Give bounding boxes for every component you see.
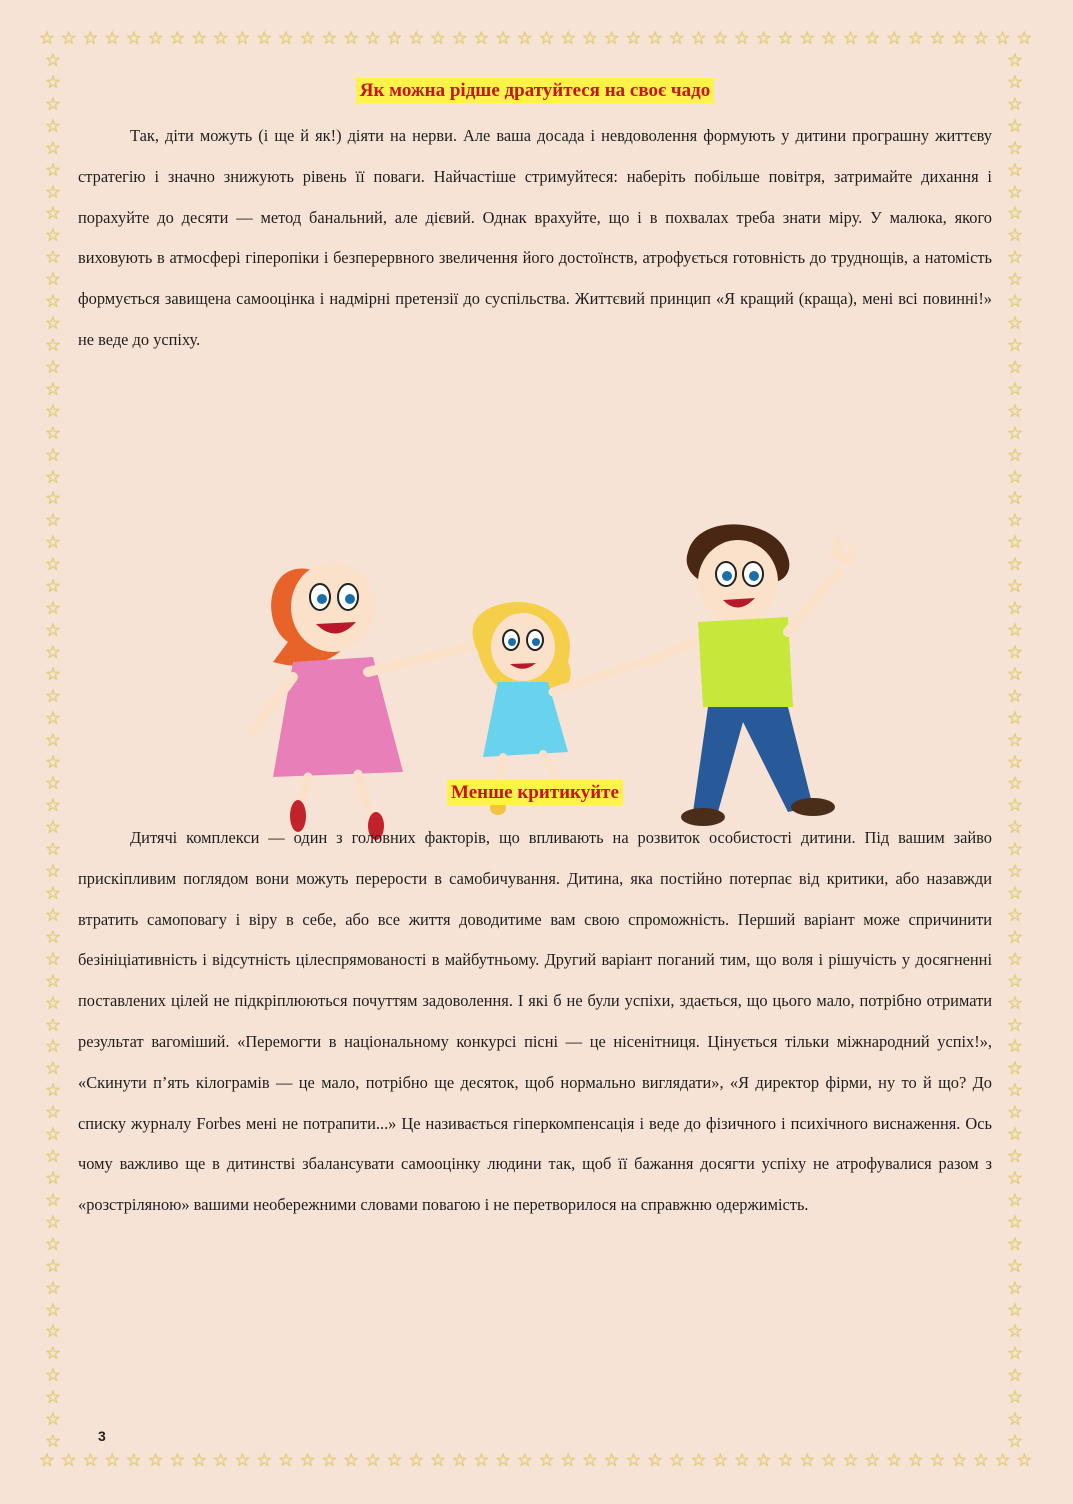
star-icon: ☆ (1006, 1255, 1024, 1277)
star-icon: ☆ (44, 71, 62, 93)
star-icon: ☆ (38, 1450, 56, 1471)
star-icon: ☆ (44, 378, 62, 400)
star-icon: ☆ (429, 1450, 446, 1471)
star-icon: ☆ (755, 1450, 772, 1471)
star-icon: ☆ (44, 1036, 62, 1058)
star-icon: ☆ (44, 904, 62, 926)
star-icon: ☆ (1006, 1189, 1024, 1211)
star-icon: ☆ (212, 28, 229, 49)
star-icon: ☆ (364, 28, 381, 49)
star-icon: ☆ (1006, 532, 1024, 554)
star-icon: ☆ (755, 28, 772, 49)
star-icon: ☆ (44, 313, 62, 335)
star-icon: ☆ (169, 28, 186, 49)
star-icon: ☆ (44, 773, 62, 795)
star-icon: ☆ (44, 1387, 62, 1409)
star-icon: ☆ (603, 28, 620, 49)
star-icon: ☆ (560, 1450, 577, 1471)
star-icon: ☆ (82, 28, 99, 49)
star-icon: ☆ (44, 685, 62, 707)
star-icon: ☆ (951, 28, 968, 49)
star-icon: ☆ (44, 554, 62, 576)
star-icon: ☆ (44, 1189, 62, 1211)
star-icon: ☆ (44, 466, 62, 488)
star-icon: ☆ (321, 28, 338, 49)
star-icon: ☆ (1006, 992, 1024, 1014)
star-icon: ☆ (473, 1450, 490, 1471)
star-icon: ☆ (44, 839, 62, 861)
star-icon: ☆ (44, 619, 62, 641)
star-icon: ☆ (44, 532, 62, 554)
star-icon: ☆ (1006, 1431, 1024, 1453)
star-icon: ☆ (60, 1450, 77, 1471)
star-icon: ☆ (929, 1450, 946, 1471)
star-icon: ☆ (603, 1450, 620, 1471)
star-icon: ☆ (994, 1450, 1011, 1471)
star-icon: ☆ (44, 1124, 62, 1146)
paragraph-criticism: Дитячі комплекси — один з головних факторів, що впливають на розвиток особистості дитини. Під вашим зайво прискіпливим поглядом вони можуть перерости в самобичування. Дитина, яка постійно потерпає від критики, або назавжди втратить самоповагу і віру в себе, або все життя доводитиме вам свою спроможність. Перший варіант може спричинити безініціативність і відсутність цілеспрямованості в майбутньому. Другий варіант поганий тим, що воля і рішучість у досягненні поставлених цілей не підкріплюються почуттям задоволення. І які б не були успіхи, здається, що цього мало, потрібно отримати результат вагоміший. «Перемогти в національному конкурсі пісні — це нісенітниця. Цінується тільки міжнародний успіх!», «Скинути п’ять кілограмів — це мало, потрібно ще десяток, щоб нормально виглядати», «Я директор фірми, ну то й що? До списку журналу Forbes мені не потрапити...» Це називається гіперкомпенсація і веде до фізичного і психічного виснаження. Ось чому важливо ще в дитинстві збалансувати самооцінку людини так, щоб її бажання досягти успіху не атрофувалися разом з «розстріляною» вашими необережними словами повагою і не перетворилося на справжню одержимість. (78, 828, 992, 1215)
star-icon: ☆ (1006, 817, 1024, 839)
section-heading-criticism (78, 782, 992, 804)
star-icon: ☆ (342, 1450, 360, 1471)
star-icon: ☆ (647, 1450, 664, 1471)
star-icon: ☆ (1006, 291, 1024, 313)
star-icon: ☆ (1006, 1387, 1024, 1409)
star-icon: ☆ (1006, 422, 1024, 444)
star-icon: ☆ (125, 28, 142, 49)
star-icon: ☆ (44, 1211, 62, 1233)
star-icon: ☆ (1006, 1211, 1024, 1233)
star-icon: ☆ (125, 1450, 142, 1471)
star-icon: ☆ (1016, 28, 1033, 49)
star-icon: ☆ (1006, 225, 1024, 247)
star-icon: ☆ (777, 1450, 794, 1471)
star-icon: ☆ (777, 28, 794, 49)
star-icon: ☆ (44, 970, 62, 992)
star-icon: ☆ (44, 1431, 62, 1453)
star-icon: ☆ (1006, 751, 1024, 773)
star-icon: ☆ (44, 1146, 62, 1168)
section-heading-irritation (78, 80, 992, 102)
star-icon: ☆ (1016, 1450, 1033, 1471)
star-icon: ☆ (190, 28, 208, 49)
star-icon: ☆ (277, 1450, 294, 1471)
star-icon: ☆ (1006, 1277, 1024, 1299)
star-icon: ☆ (147, 1450, 164, 1471)
star-icon: ☆ (44, 576, 62, 598)
star-icon: ☆ (44, 1277, 62, 1299)
star-icon: ☆ (44, 1102, 62, 1124)
star-icon: ☆ (44, 269, 62, 291)
star-icon: ☆ (44, 926, 62, 948)
star-icon: ☆ (885, 28, 903, 49)
star-icon: ☆ (408, 1450, 425, 1471)
star-border-right (1006, 52, 1028, 1452)
star-icon: ☆ (1006, 488, 1024, 510)
star-icon: ☆ (733, 1450, 751, 1471)
star-icon: ☆ (1006, 71, 1024, 93)
star-icon: ☆ (44, 751, 62, 773)
star-icon: ☆ (1006, 50, 1024, 71)
star-icon: ☆ (147, 28, 164, 49)
star-icon: ☆ (1006, 839, 1024, 861)
star-icon: ☆ (1006, 1014, 1024, 1036)
star-icon: ☆ (1006, 1036, 1024, 1058)
star-icon: ☆ (256, 1450, 273, 1471)
star-border-left (44, 52, 66, 1452)
star-icon: ☆ (44, 883, 62, 905)
star-icon: ☆ (951, 1450, 968, 1471)
star-icon: ☆ (972, 28, 989, 49)
star-icon: ☆ (690, 28, 707, 49)
star-icon: ☆ (299, 28, 316, 49)
star-icon: ☆ (625, 1450, 642, 1471)
star-icon: ☆ (1006, 1321, 1024, 1343)
heading-highlight: Менше критикуйте (447, 780, 623, 805)
star-icon: ☆ (1006, 554, 1024, 576)
star-icon: ☆ (1006, 115, 1024, 137)
star-icon: ☆ (44, 400, 62, 422)
star-icon: ☆ (44, 488, 62, 510)
star-icon: ☆ (44, 1343, 62, 1365)
star-icon: ☆ (473, 28, 490, 49)
star-icon: ☆ (1006, 861, 1024, 883)
star-icon: ☆ (625, 28, 642, 49)
star-icon: ☆ (495, 28, 512, 49)
star-icon: ☆ (864, 28, 881, 49)
star-icon: ☆ (1006, 926, 1024, 948)
star-border-top (38, 30, 1034, 52)
star-icon: ☆ (38, 28, 56, 49)
star-icon: ☆ (44, 948, 62, 970)
star-icon: ☆ (451, 28, 468, 49)
star-icon: ☆ (1006, 729, 1024, 751)
star-icon: ☆ (44, 598, 62, 620)
page-number: 3 (98, 1428, 106, 1444)
father-figure (648, 524, 858, 826)
star-border-bottom (38, 1452, 1034, 1474)
star-icon: ☆ (44, 817, 62, 839)
star-icon: ☆ (1006, 883, 1024, 905)
star-icon: ☆ (44, 1365, 62, 1387)
star-icon: ☆ (60, 28, 77, 49)
star-icon: ☆ (1006, 1365, 1024, 1387)
star-icon: ☆ (1006, 378, 1024, 400)
star-icon: ☆ (44, 291, 62, 313)
star-icon: ☆ (44, 1321, 62, 1343)
star-icon: ☆ (538, 1450, 555, 1471)
star-icon: ☆ (842, 28, 859, 49)
star-icon: ☆ (44, 1058, 62, 1080)
star-icon: ☆ (1006, 948, 1024, 970)
star-icon: ☆ (44, 356, 62, 378)
star-icon: ☆ (712, 28, 729, 49)
star-icon: ☆ (668, 28, 685, 49)
star-icon: ☆ (44, 1255, 62, 1277)
star-icon: ☆ (451, 1450, 468, 1471)
star-icon: ☆ (277, 28, 294, 49)
star-icon: ☆ (44, 1409, 62, 1431)
star-icon: ☆ (733, 28, 751, 49)
star-icon: ☆ (44, 137, 62, 159)
star-icon: ☆ (1006, 1102, 1024, 1124)
star-icon: ☆ (190, 1450, 208, 1471)
star-icon: ☆ (1006, 444, 1024, 466)
star-icon: ☆ (44, 795, 62, 817)
star-icon: ☆ (1006, 1299, 1024, 1321)
star-icon: ☆ (321, 1450, 338, 1471)
star-icon: ☆ (994, 28, 1011, 49)
star-icon: ☆ (1006, 1146, 1024, 1168)
star-icon: ☆ (581, 28, 599, 49)
star-icon: ☆ (364, 1450, 381, 1471)
star-icon: ☆ (538, 28, 555, 49)
star-icon: ☆ (1006, 685, 1024, 707)
star-icon: ☆ (1006, 356, 1024, 378)
star-icon: ☆ (429, 28, 446, 49)
star-icon: ☆ (1006, 334, 1024, 356)
star-icon: ☆ (820, 28, 837, 49)
star-icon: ☆ (929, 28, 946, 49)
star-icon: ☆ (516, 1450, 533, 1471)
star-icon: ☆ (82, 1450, 99, 1471)
star-icon: ☆ (44, 159, 62, 181)
star-icon: ☆ (864, 1450, 881, 1471)
paragraph-irritation: Так, діти можуть (і ще й як!) діяти на нерви. Але ваша досада і невдоволення формують у дитини програшну життєву стратегію і значно знижують рівень її поваги. Найчастіше стримуйтеся: наберіть побільше повітря, затримайте дихання і порахуйте до десяти — метод банальний, але дієвий. Однак врахуйте, що і в похвалах треба знати міру. У малюка, якого виховують в атмосфері гіперопіки і безперервного звеличення його достоїнств, атрофується готовність до труднощів, а натомість формується завищена самооцінка і надмірні претензії до суспільства. Життєвий принцип «Я кращий (краща), мені всі повинні!» не веде до успіху. (78, 126, 992, 349)
star-icon: ☆ (44, 247, 62, 269)
star-icon: ☆ (1006, 576, 1024, 598)
star-icon: ☆ (44, 225, 62, 247)
star-icon: ☆ (44, 1233, 62, 1255)
star-icon: ☆ (1006, 1409, 1024, 1431)
star-icon: ☆ (44, 203, 62, 225)
star-icon: ☆ (1006, 247, 1024, 269)
star-icon: ☆ (1006, 466, 1024, 488)
star-icon: ☆ (1006, 93, 1024, 115)
star-icon: ☆ (44, 181, 62, 203)
star-icon: ☆ (907, 1450, 924, 1471)
star-icon: ☆ (386, 1450, 403, 1471)
star-icon: ☆ (1006, 598, 1024, 620)
star-icon: ☆ (234, 28, 251, 49)
star-icon: ☆ (44, 510, 62, 532)
star-icon: ☆ (690, 1450, 707, 1471)
star-icon: ☆ (799, 28, 816, 49)
star-icon: ☆ (1006, 1124, 1024, 1146)
star-icon: ☆ (104, 28, 121, 49)
star-icon: ☆ (169, 1450, 186, 1471)
star-icon: ☆ (885, 1450, 903, 1471)
star-icon: ☆ (44, 641, 62, 663)
star-icon: ☆ (495, 1450, 512, 1471)
star-icon: ☆ (256, 28, 273, 49)
star-icon: ☆ (1006, 203, 1024, 225)
star-icon: ☆ (44, 422, 62, 444)
star-icon: ☆ (1006, 1058, 1024, 1080)
star-icon: ☆ (342, 28, 360, 49)
star-icon: ☆ (44, 1299, 62, 1321)
star-icon: ☆ (1006, 400, 1024, 422)
star-icon: ☆ (972, 1450, 989, 1471)
star-icon: ☆ (842, 1450, 859, 1471)
star-icon: ☆ (712, 1450, 729, 1471)
star-icon: ☆ (1006, 313, 1024, 335)
star-icon: ☆ (1006, 1168, 1024, 1190)
star-icon: ☆ (408, 28, 425, 49)
star-icon: ☆ (104, 1450, 121, 1471)
star-icon: ☆ (44, 1168, 62, 1190)
star-icon: ☆ (44, 50, 62, 71)
star-icon: ☆ (299, 1450, 316, 1471)
star-icon: ☆ (44, 663, 62, 685)
star-icon: ☆ (1006, 970, 1024, 992)
star-icon: ☆ (647, 28, 664, 49)
star-icon: ☆ (820, 1450, 837, 1471)
star-icon: ☆ (1006, 904, 1024, 926)
star-icon: ☆ (668, 1450, 685, 1471)
star-icon: ☆ (44, 93, 62, 115)
star-icon: ☆ (1006, 1233, 1024, 1255)
star-icon: ☆ (1006, 663, 1024, 685)
star-icon: ☆ (1006, 795, 1024, 817)
star-icon: ☆ (44, 444, 62, 466)
star-icon: ☆ (1006, 159, 1024, 181)
star-icon: ☆ (212, 1450, 229, 1471)
star-icon: ☆ (44, 334, 62, 356)
star-icon: ☆ (44, 707, 62, 729)
star-icon: ☆ (44, 1014, 62, 1036)
star-icon: ☆ (1006, 1343, 1024, 1365)
star-icon: ☆ (44, 115, 62, 137)
star-icon: ☆ (234, 1450, 251, 1471)
star-icon: ☆ (1006, 181, 1024, 203)
star-icon: ☆ (1006, 773, 1024, 795)
star-icon: ☆ (907, 28, 924, 49)
star-icon: ☆ (799, 1450, 816, 1471)
star-icon: ☆ (1006, 707, 1024, 729)
star-icon: ☆ (560, 28, 577, 49)
star-icon: ☆ (581, 1450, 599, 1471)
star-icon: ☆ (1006, 1080, 1024, 1102)
star-icon: ☆ (386, 28, 403, 49)
star-icon: ☆ (1006, 269, 1024, 291)
star-icon: ☆ (1006, 641, 1024, 663)
star-icon: ☆ (516, 28, 533, 49)
star-icon: ☆ (44, 1080, 62, 1102)
star-icon: ☆ (1006, 137, 1024, 159)
star-icon: ☆ (44, 861, 62, 883)
star-icon: ☆ (1006, 510, 1024, 532)
star-icon: ☆ (44, 729, 62, 751)
star-icon: ☆ (44, 992, 62, 1014)
heading-highlight: Як можна рідше дратуйтеся на своє чадо (356, 78, 715, 103)
star-icon: ☆ (1006, 619, 1024, 641)
